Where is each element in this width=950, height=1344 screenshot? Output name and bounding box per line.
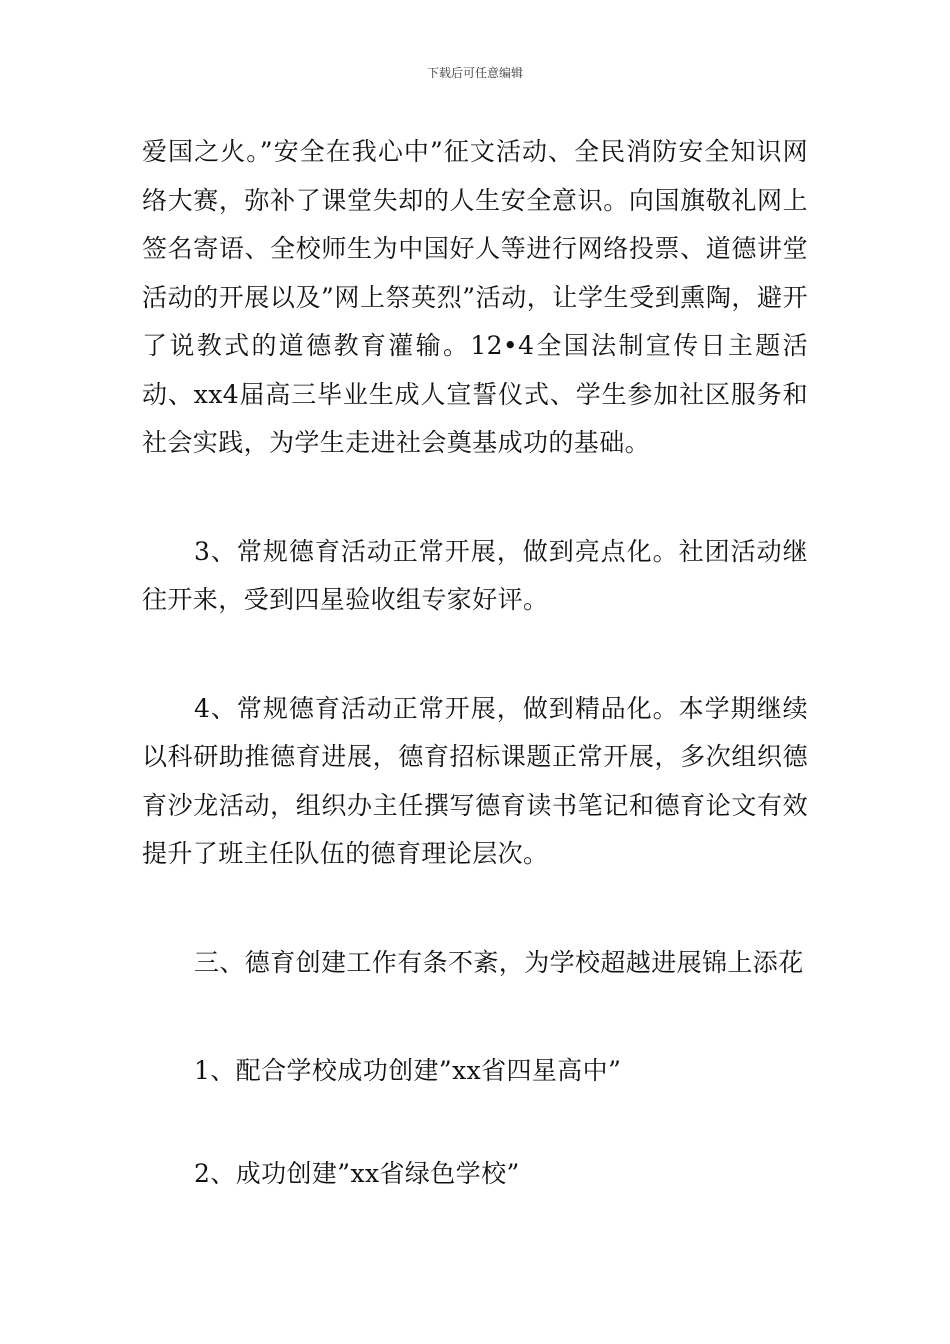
paragraph-item-4: 4、常规德育活动正常开展，做到精品化。本学期继续以科研助推德育进展，德育招标课题正常开展，多次组织德育沙龙活动，组织办主任撰写德育读书笔记和德育论文有效提升了班主任队伍的德育理论层次。 xyxy=(142,693,808,868)
paragraph-spacer xyxy=(142,625,808,685)
page-header: 下载后可任意编辑 xyxy=(426,66,523,80)
list-item-1: 1、配合学校成功创建”xx省四星高中” xyxy=(194,1056,622,1085)
paragraph-activities: 爱国之火。”安全在我心中”征文活动、全民消防安全知识网络大赛，弥补了课堂失却的人生安全意识。向国旗敬礼网上签名寄语、全校师生为中国好人等进行网络投票、道德讲堂活动的开展以及”网上祭英烈”活动，让学生受到熏陶，避开了说教式的道德教育灌输。12•4全国法制宣传日主题活动、xx4届高三毕业生成人宣誓仪式、学生参加社区服务和社会实践，为学生走进社会奠基成功的基础。 xyxy=(142,137,808,457)
list-item-2: 2、成功创建”xx省绿色学校” xyxy=(194,1158,520,1188)
paragraph-item-3: 3、常规德育活动正常开展，做到亮点化。社团活动继往开来，受到四星验收组专家好评。 xyxy=(142,536,808,614)
paragraph-spacer xyxy=(142,1096,808,1150)
document-body xyxy=(142,128,808,1198)
paragraph-spacer xyxy=(142,879,808,939)
section-heading-3: 三、德育创建工作有条不紊，为学校超越进展锦上添花 xyxy=(194,947,804,977)
paragraph-spacer xyxy=(142,987,808,1047)
paragraph-spacer xyxy=(142,468,808,528)
